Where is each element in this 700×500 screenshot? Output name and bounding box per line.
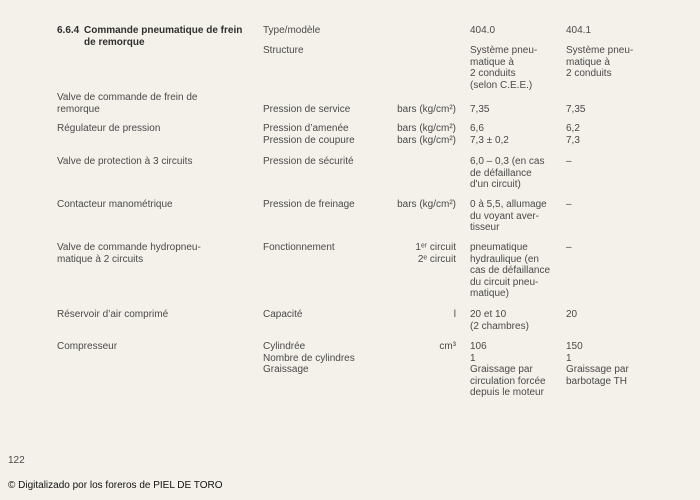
unit-label: 1ᵉʳ circuit 2ᵉ circuit bbox=[415, 242, 456, 265]
structure-b: Système pneu- matique à 2 conduits bbox=[566, 45, 634, 79]
unit-label: l bbox=[453, 309, 456, 320]
structure-label: Structure bbox=[263, 45, 304, 56]
value-a: 6,6 7,3 ± 0,2 bbox=[470, 123, 509, 146]
value-a: 7,35 bbox=[470, 104, 490, 115]
value-a: 0 à 5,5, allumage du voyant aver- tisseur bbox=[470, 199, 547, 233]
unit-label: bars (kg/cm²) bbox=[397, 104, 456, 115]
component-label: Réservoir d’air comprimé bbox=[57, 309, 169, 320]
component-label: Valve de commande de frein de remorque bbox=[57, 92, 198, 115]
value-b: 150 1 Graissage par barbotage TH bbox=[566, 341, 629, 387]
parameter-label: Pression de freinage bbox=[263, 199, 355, 210]
value-a: pneumatique hydraulique (en cas de défaillance du circuit pneu- matique) bbox=[470, 242, 551, 299]
parameter-label: Capacité bbox=[263, 309, 303, 320]
value-b: 6,2 7,3 bbox=[566, 123, 580, 146]
unit-label: cm³ bbox=[439, 341, 456, 352]
type-label: Type/modèle bbox=[263, 25, 321, 36]
value-b: 7,35 bbox=[566, 104, 586, 115]
parameter-label: Pression de service bbox=[263, 104, 351, 115]
parameter-label: Pression d’amenée Pression de coupure bbox=[263, 123, 355, 146]
model-b-header: 404.1 bbox=[566, 25, 592, 36]
footer-credit: © Digitalizado por los foreros de PIEL DE TORO bbox=[8, 480, 223, 491]
value-b: – bbox=[566, 242, 572, 253]
component-label: Valve de protection à 3 circuits bbox=[57, 156, 193, 167]
component-label: Compresseur bbox=[57, 341, 118, 352]
unit-label: bars (kg/cm²) bars (kg/cm²) bbox=[397, 123, 456, 146]
component-label: Contacteur manométrique bbox=[57, 199, 173, 210]
structure-a: Système pneu- matique à 2 conduits (selon C.E.E.) bbox=[470, 45, 538, 91]
parameter-label: Cylindrée Nombre de cylindres Graissage bbox=[263, 341, 355, 375]
parameter-label: Pression de sécurité bbox=[263, 156, 354, 167]
section-title: Commande pneumatique de frein de remorque bbox=[84, 25, 243, 48]
component-label: Régulateur de pression bbox=[57, 123, 161, 134]
page-number: 122 bbox=[8, 455, 25, 466]
parameter-label: Fonctionnement bbox=[263, 242, 335, 253]
value-b: – bbox=[566, 156, 572, 167]
value-a: 6,0 – 0,3 (en cas de défaillance d'un circuit) bbox=[470, 156, 545, 190]
value-a: 20 et 10 (2 chambres) bbox=[470, 309, 529, 332]
component-label: Valve de commande hydropneu- matique à 2 circuits bbox=[57, 242, 201, 265]
value-a: 106 1 Graissage par circulation forcée depuis le moteur bbox=[470, 341, 546, 398]
value-b: – bbox=[566, 199, 572, 210]
section-number: 6.6.4 bbox=[57, 25, 80, 36]
unit-label: bars (kg/cm²) bbox=[397, 199, 456, 210]
value-b: 20 bbox=[566, 309, 578, 320]
model-a-header: 404.0 bbox=[470, 25, 496, 36]
